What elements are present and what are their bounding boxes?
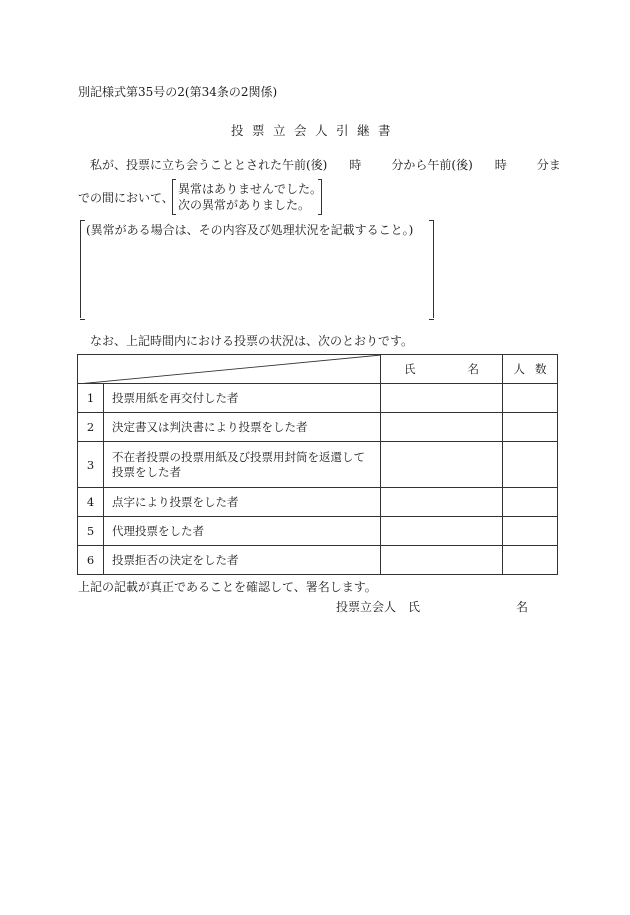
name-cell[interactable] — [381, 413, 503, 442]
confirmation-statement: 上記の記載が真正であることを確認して、署名します。 — [78, 580, 377, 594]
row-description: 投票拒否の決定をした者 — [104, 546, 381, 575]
row-number: 6 — [78, 546, 104, 575]
signature-end: 名 — [516, 600, 529, 614]
count-cell[interactable] — [503, 546, 558, 575]
name-cell[interactable] — [381, 546, 503, 575]
name-cell[interactable] — [381, 384, 503, 413]
paragraph-status: なお、上記時間内における投票の状況は、次のとおりです。 — [90, 334, 414, 348]
text-segment: 私が、投票に立ち会うこととされた午前(後) — [90, 158, 328, 172]
count-cell[interactable] — [503, 517, 558, 546]
diagonal-header-cell — [78, 355, 381, 384]
abnormality-note: (異常がある場合は、その内容及び処理状況を記載すること。) — [86, 223, 414, 237]
table-row — [78, 442, 558, 488]
hour-label: 時 — [494, 158, 507, 172]
row-number: 2 — [78, 413, 104, 442]
row-description: 決定書又は判決書により投票をした者 — [104, 413, 381, 442]
header-count: 人 数 — [503, 355, 558, 384]
table-header-row — [78, 355, 558, 384]
count-cell[interactable] — [503, 413, 558, 442]
count-cell[interactable] — [503, 384, 558, 413]
count-cell[interactable] — [503, 488, 558, 517]
name-cell[interactable] — [381, 517, 503, 546]
name-cell[interactable] — [381, 442, 503, 488]
text-segment: 分ま — [536, 158, 561, 172]
signature-label: 投票立会人 氏 — [336, 600, 421, 614]
table-row — [78, 384, 558, 413]
row-description: 投票用紙を再交付した者 — [104, 384, 381, 413]
count-cell[interactable] — [503, 442, 558, 488]
paragraph-during: での間において、 — [78, 191, 174, 205]
hour-label: 時 — [349, 158, 362, 172]
row-number: 4 — [78, 488, 104, 517]
row-description: 点字により投票をした者 — [104, 488, 381, 517]
header-name: 氏 名 — [381, 355, 503, 384]
table-row — [78, 546, 558, 575]
table-row — [78, 488, 558, 517]
diagonal-line — [78, 355, 381, 384]
row-description: 不在者投票の投票用紙及び投票用封筒を返還して投票をした者 — [104, 442, 381, 488]
table-row — [78, 517, 558, 546]
row-number: 5 — [78, 517, 104, 546]
table-row — [78, 413, 558, 442]
row-number: 1 — [78, 384, 104, 413]
text-segment: 分から午前(後) — [391, 158, 473, 172]
row-number: 3 — [78, 442, 104, 488]
voting-status-table — [77, 354, 558, 575]
name-cell[interactable] — [381, 488, 503, 517]
row-description: 代理投票をした者 — [104, 517, 381, 546]
paragraph-time-range — [90, 157, 561, 173]
option-no-abnormality[interactable]: 異常はありませんでした。 — [178, 182, 323, 196]
document-title: 投票立会人引継書 — [230, 123, 399, 138]
option-abnormality[interactable]: 次の異常がありました。 — [178, 198, 311, 212]
form-number: 別記様式第35号の2(第34条の2関係) — [78, 85, 278, 99]
